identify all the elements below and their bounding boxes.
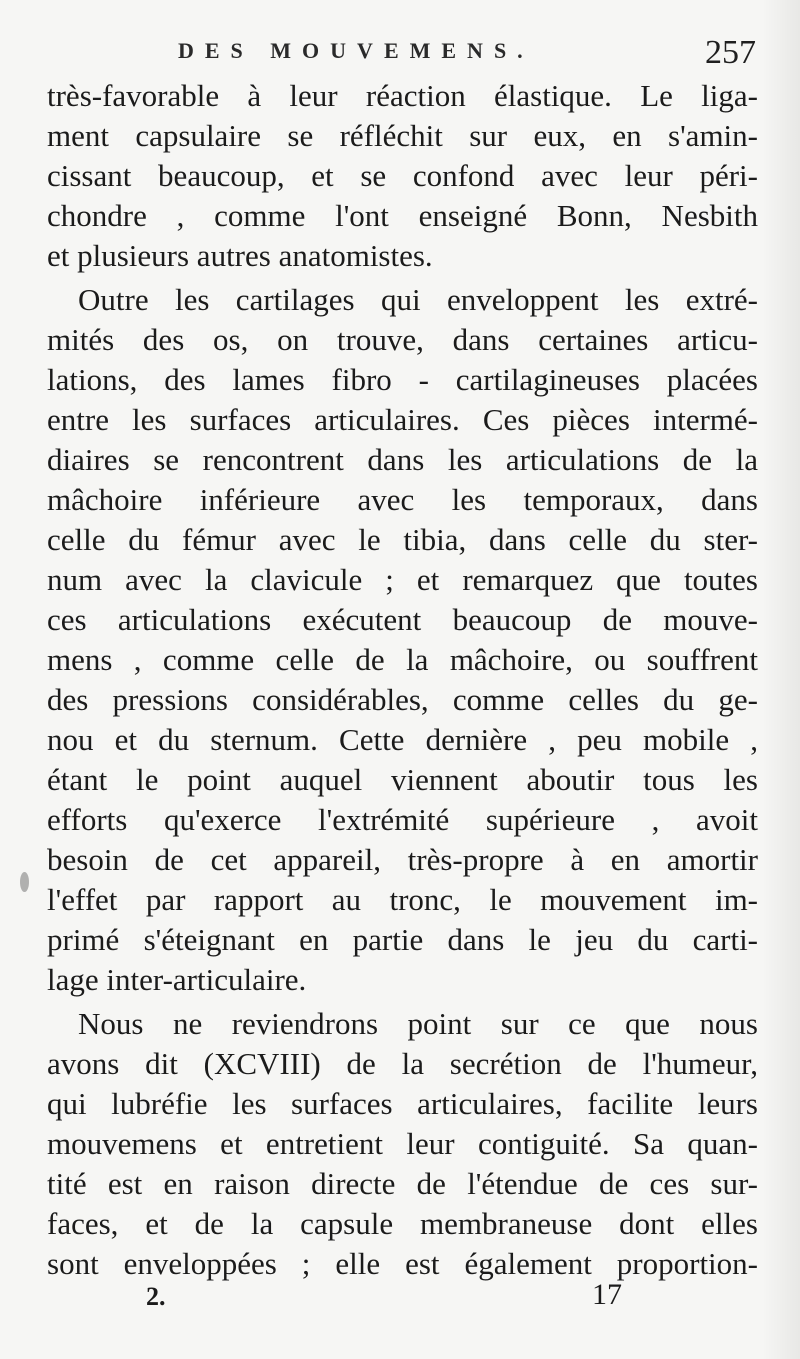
text-line: lage inter-articulaire. xyxy=(47,962,307,997)
ink-speck xyxy=(20,872,29,892)
text-line: étant le point auquel viennent aboutir tous les xyxy=(47,762,758,797)
text-line: qui lubréfie les surfaces articulaires, facilite leurs xyxy=(47,1086,758,1121)
text-line: entre les surfaces articulaires. Ces pièces intermé- xyxy=(47,402,758,437)
page-header xyxy=(0,34,800,74)
text-line: lations, des lames fibro - cartilagineuses placées xyxy=(47,362,758,397)
page-footer xyxy=(0,1278,800,1322)
text-line: tité est en raison directe de l'étendue de ces sur- xyxy=(47,1166,758,1201)
text-line: ces articulations exécutent beaucoup de mouve- xyxy=(47,602,758,637)
text-line: avons dit (XCVIII) de la secrétion de l'humeur, xyxy=(47,1046,758,1081)
text-line: mâchoire inférieure avec les temporaux, dans xyxy=(47,482,758,517)
text-line: chondre , comme l'ont enseigné Bonn, Nesbith xyxy=(47,198,758,233)
text-line: efforts qu'exerce l'extrémité supérieure , avoit xyxy=(47,802,758,837)
text-line: et plusieurs autres anatomistes. xyxy=(47,238,433,273)
text-line: diaires se rencontrent dans les articulations de la xyxy=(47,442,758,477)
text-line: très-favorable à leur réaction élastique. Le liga- xyxy=(47,78,758,113)
text-line: l'effet par rapport au tronc, le mouvement im- xyxy=(47,882,758,917)
signature-mark: 2. xyxy=(146,1282,166,1311)
text-line: sont enveloppées ; elle est également proportion- xyxy=(47,1246,758,1281)
running-title: DES MOUVEMENS. xyxy=(178,38,534,63)
text-line: des pressions considérables, comme celles du ge- xyxy=(47,682,758,717)
text-line: num avec la clavicule ; et remarquez que toutes xyxy=(47,562,758,597)
text-line: besoin de cet appareil, très-propre à en amortir xyxy=(47,842,758,877)
page-number: 257 xyxy=(705,34,756,71)
catchword: 17 xyxy=(592,1278,622,1311)
text-line: primé s'éteignant en partie dans le jeu du carti- xyxy=(47,922,758,957)
text-line: cissant beaucoup, et se confond avec leur péri- xyxy=(47,158,758,193)
text-line: ment capsulaire se réfléchit sur eux, en s'amin- xyxy=(47,118,758,153)
text-line: mités des os, on trouve, dans certaines articu- xyxy=(47,322,758,357)
page-edge-shadow xyxy=(762,0,800,1359)
text-line: Outre les cartilages qui enveloppent les extré- xyxy=(78,282,758,317)
text-line: celle du fémur avec le tibia, dans celle du ster- xyxy=(47,522,758,557)
text-line: mouvemens et entretient leur contiguité. Sa quan- xyxy=(47,1126,758,1161)
text-line: nou et du sternum. Cette dernière , peu mobile , xyxy=(47,722,758,757)
text-line: Nous ne reviendrons point sur ce que nous xyxy=(78,1006,758,1041)
text-line: faces, et de la capsule membraneuse dont elles xyxy=(47,1206,758,1241)
text-line: mens , comme celle de la mâchoire, ou souffrent xyxy=(47,642,758,677)
